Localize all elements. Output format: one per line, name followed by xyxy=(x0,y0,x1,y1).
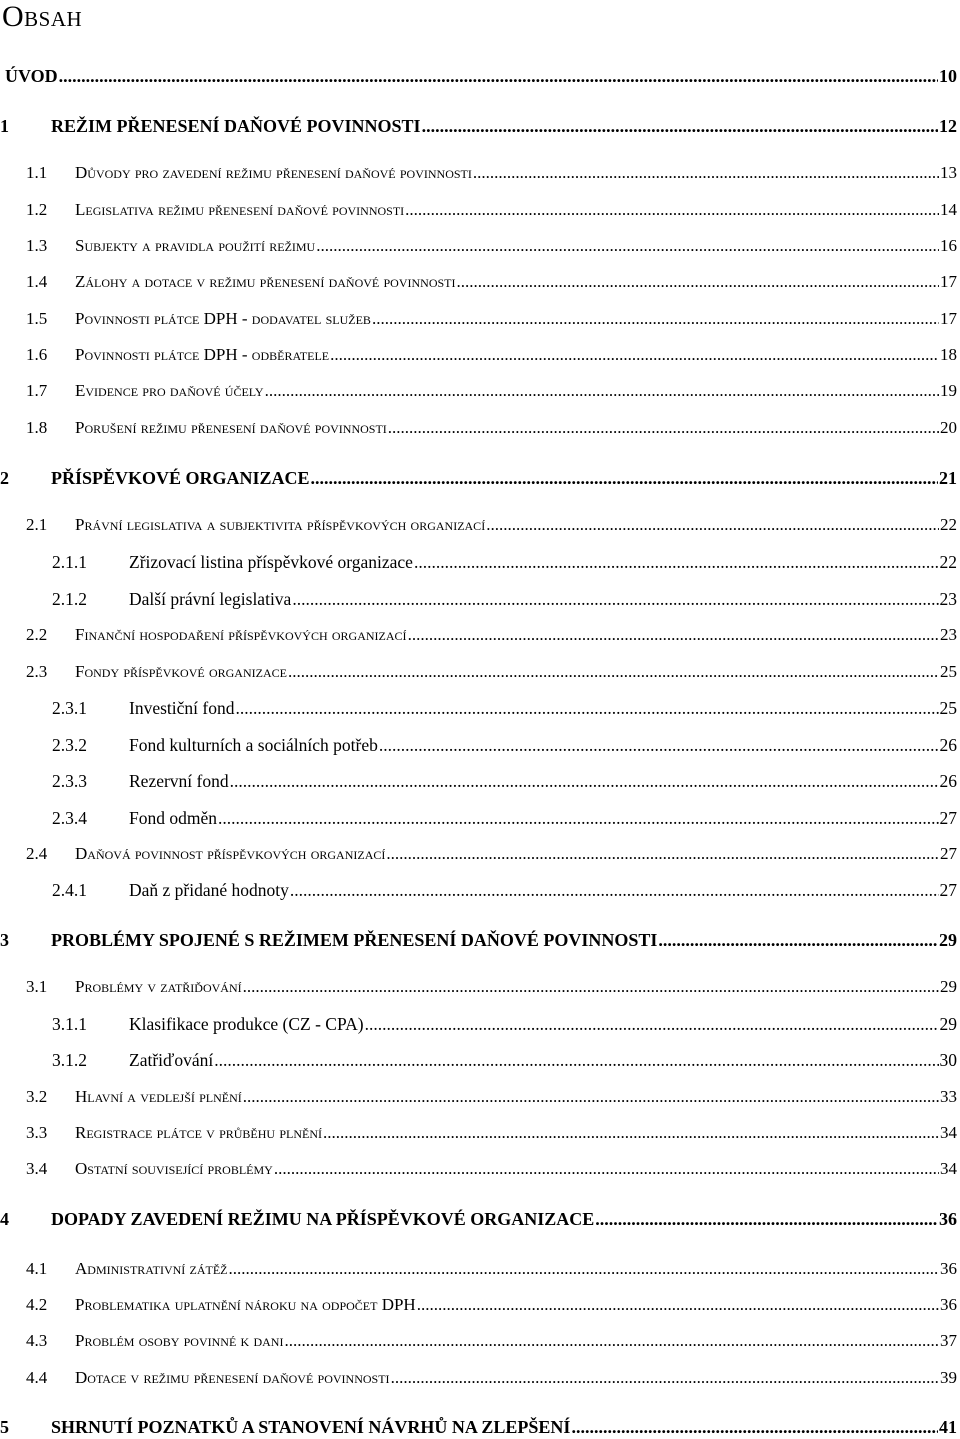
toc-entry[interactable] xyxy=(0,379,957,403)
toc-entry-title: Daň z přidané hodnoty xyxy=(129,880,289,900)
toc-dot-leader xyxy=(417,1293,939,1317)
toc-entry-page-number: 26 xyxy=(939,771,957,791)
toc-entry-number: 2.1.2 xyxy=(52,589,87,609)
toc-entry-title: Fond odměn xyxy=(129,808,217,828)
toc-entry-title: Evidence pro daňové účely xyxy=(75,381,264,400)
toc-dot-leader xyxy=(408,623,939,647)
toc-entry-title: Investiční fond xyxy=(129,698,235,718)
toc-entry[interactable] xyxy=(0,1085,957,1109)
toc-dot-leader xyxy=(290,878,939,902)
toc-dot-leader xyxy=(230,769,939,793)
toc-entry-title: Důvody pro zavedení režimu přenesení daňové povinnosti xyxy=(75,163,472,182)
toc-dot-leader xyxy=(218,806,939,830)
toc-dot-leader xyxy=(311,466,938,490)
toc-entry-title: Problematika uplatnění nároku na odpočet DPH xyxy=(75,1295,416,1314)
toc-entry-number: 1 xyxy=(0,116,9,136)
toc-entry[interactable] xyxy=(0,696,957,720)
toc-dot-leader xyxy=(595,1207,938,1231)
toc-entry-number: 4 xyxy=(0,1209,9,1229)
toc-entry-title: Rezervní fond xyxy=(129,771,229,791)
toc-entry-number: 1.2 xyxy=(26,200,48,219)
toc-entry-title: Dotace v režimu přenesení daňové povinnosti xyxy=(75,1368,390,1387)
toc-entry[interactable] xyxy=(0,769,957,793)
toc-entry-page-number: 22 xyxy=(940,515,957,534)
toc-entry-number: 3.4 xyxy=(26,1159,48,1178)
toc-entry-number: 2.3.3 xyxy=(52,771,87,791)
toc-entry-number: 1.8 xyxy=(26,418,48,437)
toc-entry-number: 1.3 xyxy=(26,236,48,255)
toc-entry-number: 3.1 xyxy=(26,977,48,996)
toc-entry[interactable] xyxy=(0,623,957,647)
toc-entry-page-number: 29 xyxy=(940,977,957,996)
toc-entry-number: 5 xyxy=(0,1417,9,1437)
toc-entry[interactable] xyxy=(0,466,957,490)
toc-entry-number: 4.2 xyxy=(26,1295,48,1314)
toc-entry[interactable] xyxy=(0,975,957,999)
toc-entry-number: 1.7 xyxy=(26,381,48,400)
toc-entry-title: Finanční hospodaření příspěvkových organizací xyxy=(75,625,407,644)
toc-entry-title: Administrativní zátěž xyxy=(75,1259,228,1278)
toc-entry-page-number: 23 xyxy=(940,625,957,644)
toc-entry-number: 3.1.1 xyxy=(52,1014,87,1034)
toc-entry[interactable] xyxy=(0,878,957,902)
toc-entry-page-number: 34 xyxy=(940,1123,957,1142)
toc-entry[interactable] xyxy=(0,928,957,952)
toc-entry-number: 4.3 xyxy=(26,1331,48,1350)
toc-dot-leader xyxy=(284,1329,939,1353)
toc-dot-leader xyxy=(386,842,939,866)
toc-entry-number: 2.1 xyxy=(26,515,48,534)
toc-entry-title: Subjekty a pravidla použití režimu xyxy=(75,236,316,255)
toc-entry-page-number: 18 xyxy=(940,345,957,364)
toc-entry-title: REŽIM PŘENESENÍ DAŇOVÉ POVINNOSTI xyxy=(51,116,421,136)
toc-entry[interactable] xyxy=(0,842,957,866)
toc-dot-leader xyxy=(379,733,939,757)
toc-entry-page-number: 26 xyxy=(939,735,957,755)
toc-entry-title: SHRNUTÍ POZNATKŮ A STANOVENÍ NÁVRHŮ NA ZLEPŠENÍ xyxy=(51,1417,571,1437)
toc-entry-number: 3.1.2 xyxy=(52,1050,87,1070)
toc-entry[interactable] xyxy=(0,198,957,222)
toc-entry-title: PŘÍSPĚVKOVÉ ORGANIZACE xyxy=(51,468,310,488)
toc-entry-number: 4.1 xyxy=(26,1259,48,1278)
toc-entry-page-number: 12 xyxy=(939,116,957,136)
toc-entry-title: Porušení režimu přenesení daňové povinnosti xyxy=(75,418,387,437)
toc-entry[interactable] xyxy=(0,660,957,684)
toc-entry-title: PROBLÉMY SPOJENÉ S REŽIMEM PŘENESENÍ DAŇOVÉ POVINNOSTI xyxy=(51,930,658,950)
toc-entry-number: 3.2 xyxy=(26,1087,48,1106)
toc-entry[interactable] xyxy=(0,1048,957,1072)
toc-entry-number: 2.3.1 xyxy=(52,698,87,718)
toc-entry-page-number: 30 xyxy=(939,1050,957,1070)
toc-entry-number: 1.5 xyxy=(26,309,48,328)
toc-dot-leader xyxy=(330,343,939,367)
toc-entry-number: 2.3 xyxy=(26,662,48,681)
toc-dot-leader xyxy=(214,1048,938,1072)
toc-entry-number: 3 xyxy=(0,930,9,950)
toc-dot-leader xyxy=(422,114,938,138)
toc-dot-leader xyxy=(365,1012,939,1036)
toc-entry-title: Problém osoby povinné k dani xyxy=(75,1331,284,1350)
toc-dot-leader xyxy=(316,234,939,258)
toc-entry-title: Hlavní a vedlejší plnění xyxy=(75,1087,242,1106)
toc-entry-page-number: 27 xyxy=(939,808,957,828)
toc-entry-page-number: 10 xyxy=(939,66,957,86)
toc-dot-leader xyxy=(457,270,940,294)
toc-entry-title: Registrace plátce v průběhu plnění xyxy=(75,1123,323,1142)
toc-entry-number: 4.4 xyxy=(26,1368,48,1387)
toc-entry-number: 2.3.4 xyxy=(52,808,87,828)
toc-entry[interactable] xyxy=(0,1012,957,1036)
toc-entry-number: 1.4 xyxy=(26,272,48,291)
toc-dot-leader xyxy=(288,660,939,684)
toc-entry-page-number: 21 xyxy=(939,468,957,488)
toc-entry-number: 1.1 xyxy=(26,163,48,182)
toc-entry-page-number: 36 xyxy=(939,1209,957,1229)
toc-entry[interactable] xyxy=(0,733,957,757)
page-title: Obsah xyxy=(2,0,83,33)
toc-dot-leader xyxy=(473,161,939,185)
toc-entry[interactable] xyxy=(0,307,957,331)
toc-entry-title: Právní legislativa a subjektivita příspěvkových organizací xyxy=(75,515,486,534)
toc-entry[interactable] xyxy=(0,1257,957,1281)
toc-entry-page-number: 19 xyxy=(940,381,957,400)
toc-entry-page-number: 36 xyxy=(940,1259,957,1278)
toc-entry-page-number: 29 xyxy=(939,930,957,950)
toc-dot-leader xyxy=(372,307,939,331)
toc-entry[interactable] xyxy=(0,114,957,138)
toc-entry-title: Daňová povinnost příspěvkových organizací xyxy=(75,844,386,863)
toc-entry-number: 1.6 xyxy=(26,345,48,364)
toc-entry-number: 2.2 xyxy=(26,625,48,644)
toc-dot-leader xyxy=(229,1257,939,1281)
toc-entry-title: Další právní legislativa xyxy=(129,589,292,609)
toc-entry-page-number: 17 xyxy=(940,309,957,328)
toc-entry-title: Fondy příspěvkové organizace xyxy=(75,662,287,681)
toc-dot-leader xyxy=(274,1157,939,1181)
toc-entry[interactable] xyxy=(0,1293,957,1317)
toc-entry-title: Povinnosti plátce DPH - dodavatel služeb xyxy=(75,309,371,328)
toc-entry-page-number: 22 xyxy=(939,552,957,572)
toc-entry-title: Problémy v zatřiďování xyxy=(75,977,242,996)
toc-entry-page-number: 20 xyxy=(940,418,957,437)
toc-entry-title: Povinnosti plátce DPH - odběratele xyxy=(75,345,330,364)
toc-entry-title: Zatřiďování xyxy=(129,1050,214,1070)
toc-dot-leader xyxy=(265,379,939,403)
toc-entry-page-number: 17 xyxy=(940,272,957,291)
toc-entry[interactable] xyxy=(0,513,957,537)
toc-dot-leader xyxy=(391,1366,939,1390)
toc-entry-page-number: 27 xyxy=(940,844,957,863)
toc-dot-leader xyxy=(292,587,938,611)
toc-entry-number: 2.1.1 xyxy=(52,552,87,572)
toc-entry[interactable] xyxy=(0,343,957,367)
toc-entry-number: 2.3.2 xyxy=(52,735,87,755)
toc-entry-page-number: 34 xyxy=(940,1159,957,1178)
toc-entry-title: Legislativa režimu přenesení daňové povinnosti xyxy=(75,200,405,219)
toc-entry[interactable] xyxy=(0,587,957,611)
toc-dot-leader xyxy=(59,64,938,88)
toc-dot-leader xyxy=(243,975,939,999)
toc-dot-leader xyxy=(658,928,938,952)
toc-entry-number: 2 xyxy=(0,468,9,488)
toc-entry-number: 2.4.1 xyxy=(52,880,87,900)
toc-entry[interactable] xyxy=(0,806,957,830)
toc-entry-title: DOPADY ZAVEDENÍ REŽIMU NA PŘÍSPĚVKOVÉ ORGANIZACE xyxy=(51,1209,595,1229)
toc-dot-leader xyxy=(414,550,939,574)
toc-entry-title: Klasifikace produkce (CZ - CPA) xyxy=(129,1014,364,1034)
toc-entry[interactable] xyxy=(0,1157,957,1181)
toc-entry-page-number: 16 xyxy=(940,236,957,255)
toc-entry-page-number: 13 xyxy=(940,163,957,182)
toc-dot-leader xyxy=(405,198,939,222)
toc-entry[interactable] xyxy=(0,1207,957,1231)
toc-entry[interactable] xyxy=(0,1366,957,1390)
toc-entry-number: 3.3 xyxy=(26,1123,48,1142)
toc-entry-title: Ostatní související problémy xyxy=(75,1159,273,1178)
toc-entry-title: ÚVOD xyxy=(5,66,58,86)
toc-entry-title: Zřizovací listina příspěvkové organizace xyxy=(129,552,413,572)
toc-entry-title: Zálohy a dotace v režimu přenesení daňové povinnosti xyxy=(75,272,456,291)
toc-entry-page-number: 39 xyxy=(940,1368,957,1387)
toc-entry-title: Fond kulturních a sociálních potřeb xyxy=(129,735,378,755)
toc-entry-page-number: 41 xyxy=(939,1417,957,1437)
toc-entry-page-number: 23 xyxy=(939,589,957,609)
toc-entry-page-number: 25 xyxy=(939,698,957,718)
toc-entry[interactable] xyxy=(0,416,957,440)
toc-entry-page-number: 33 xyxy=(940,1087,957,1106)
toc-dot-leader xyxy=(235,696,938,720)
toc-dot-leader xyxy=(388,416,939,440)
toc-entry-number: 2.4 xyxy=(26,844,48,863)
toc-entry[interactable] xyxy=(0,161,957,185)
toc-dot-leader xyxy=(486,513,939,537)
toc-entry[interactable] xyxy=(0,1121,957,1145)
toc-entry-page-number: 25 xyxy=(940,662,957,681)
toc-entry[interactable] xyxy=(0,1415,957,1439)
toc-dot-leader xyxy=(243,1085,939,1109)
toc-entry[interactable] xyxy=(0,270,957,294)
toc-entry[interactable] xyxy=(0,64,957,88)
toc-entry-page-number: 27 xyxy=(939,880,957,900)
toc-dot-leader xyxy=(571,1415,938,1439)
toc-entry-page-number: 29 xyxy=(939,1014,957,1034)
toc-entry[interactable] xyxy=(0,550,957,574)
toc-entry-page-number: 36 xyxy=(940,1295,957,1314)
toc-entry-page-number: 14 xyxy=(940,200,957,219)
toc-entry[interactable] xyxy=(0,1329,957,1353)
toc-entry-page-number: 37 xyxy=(940,1331,957,1350)
toc-entry[interactable] xyxy=(0,234,957,258)
toc-dot-leader xyxy=(323,1121,939,1145)
